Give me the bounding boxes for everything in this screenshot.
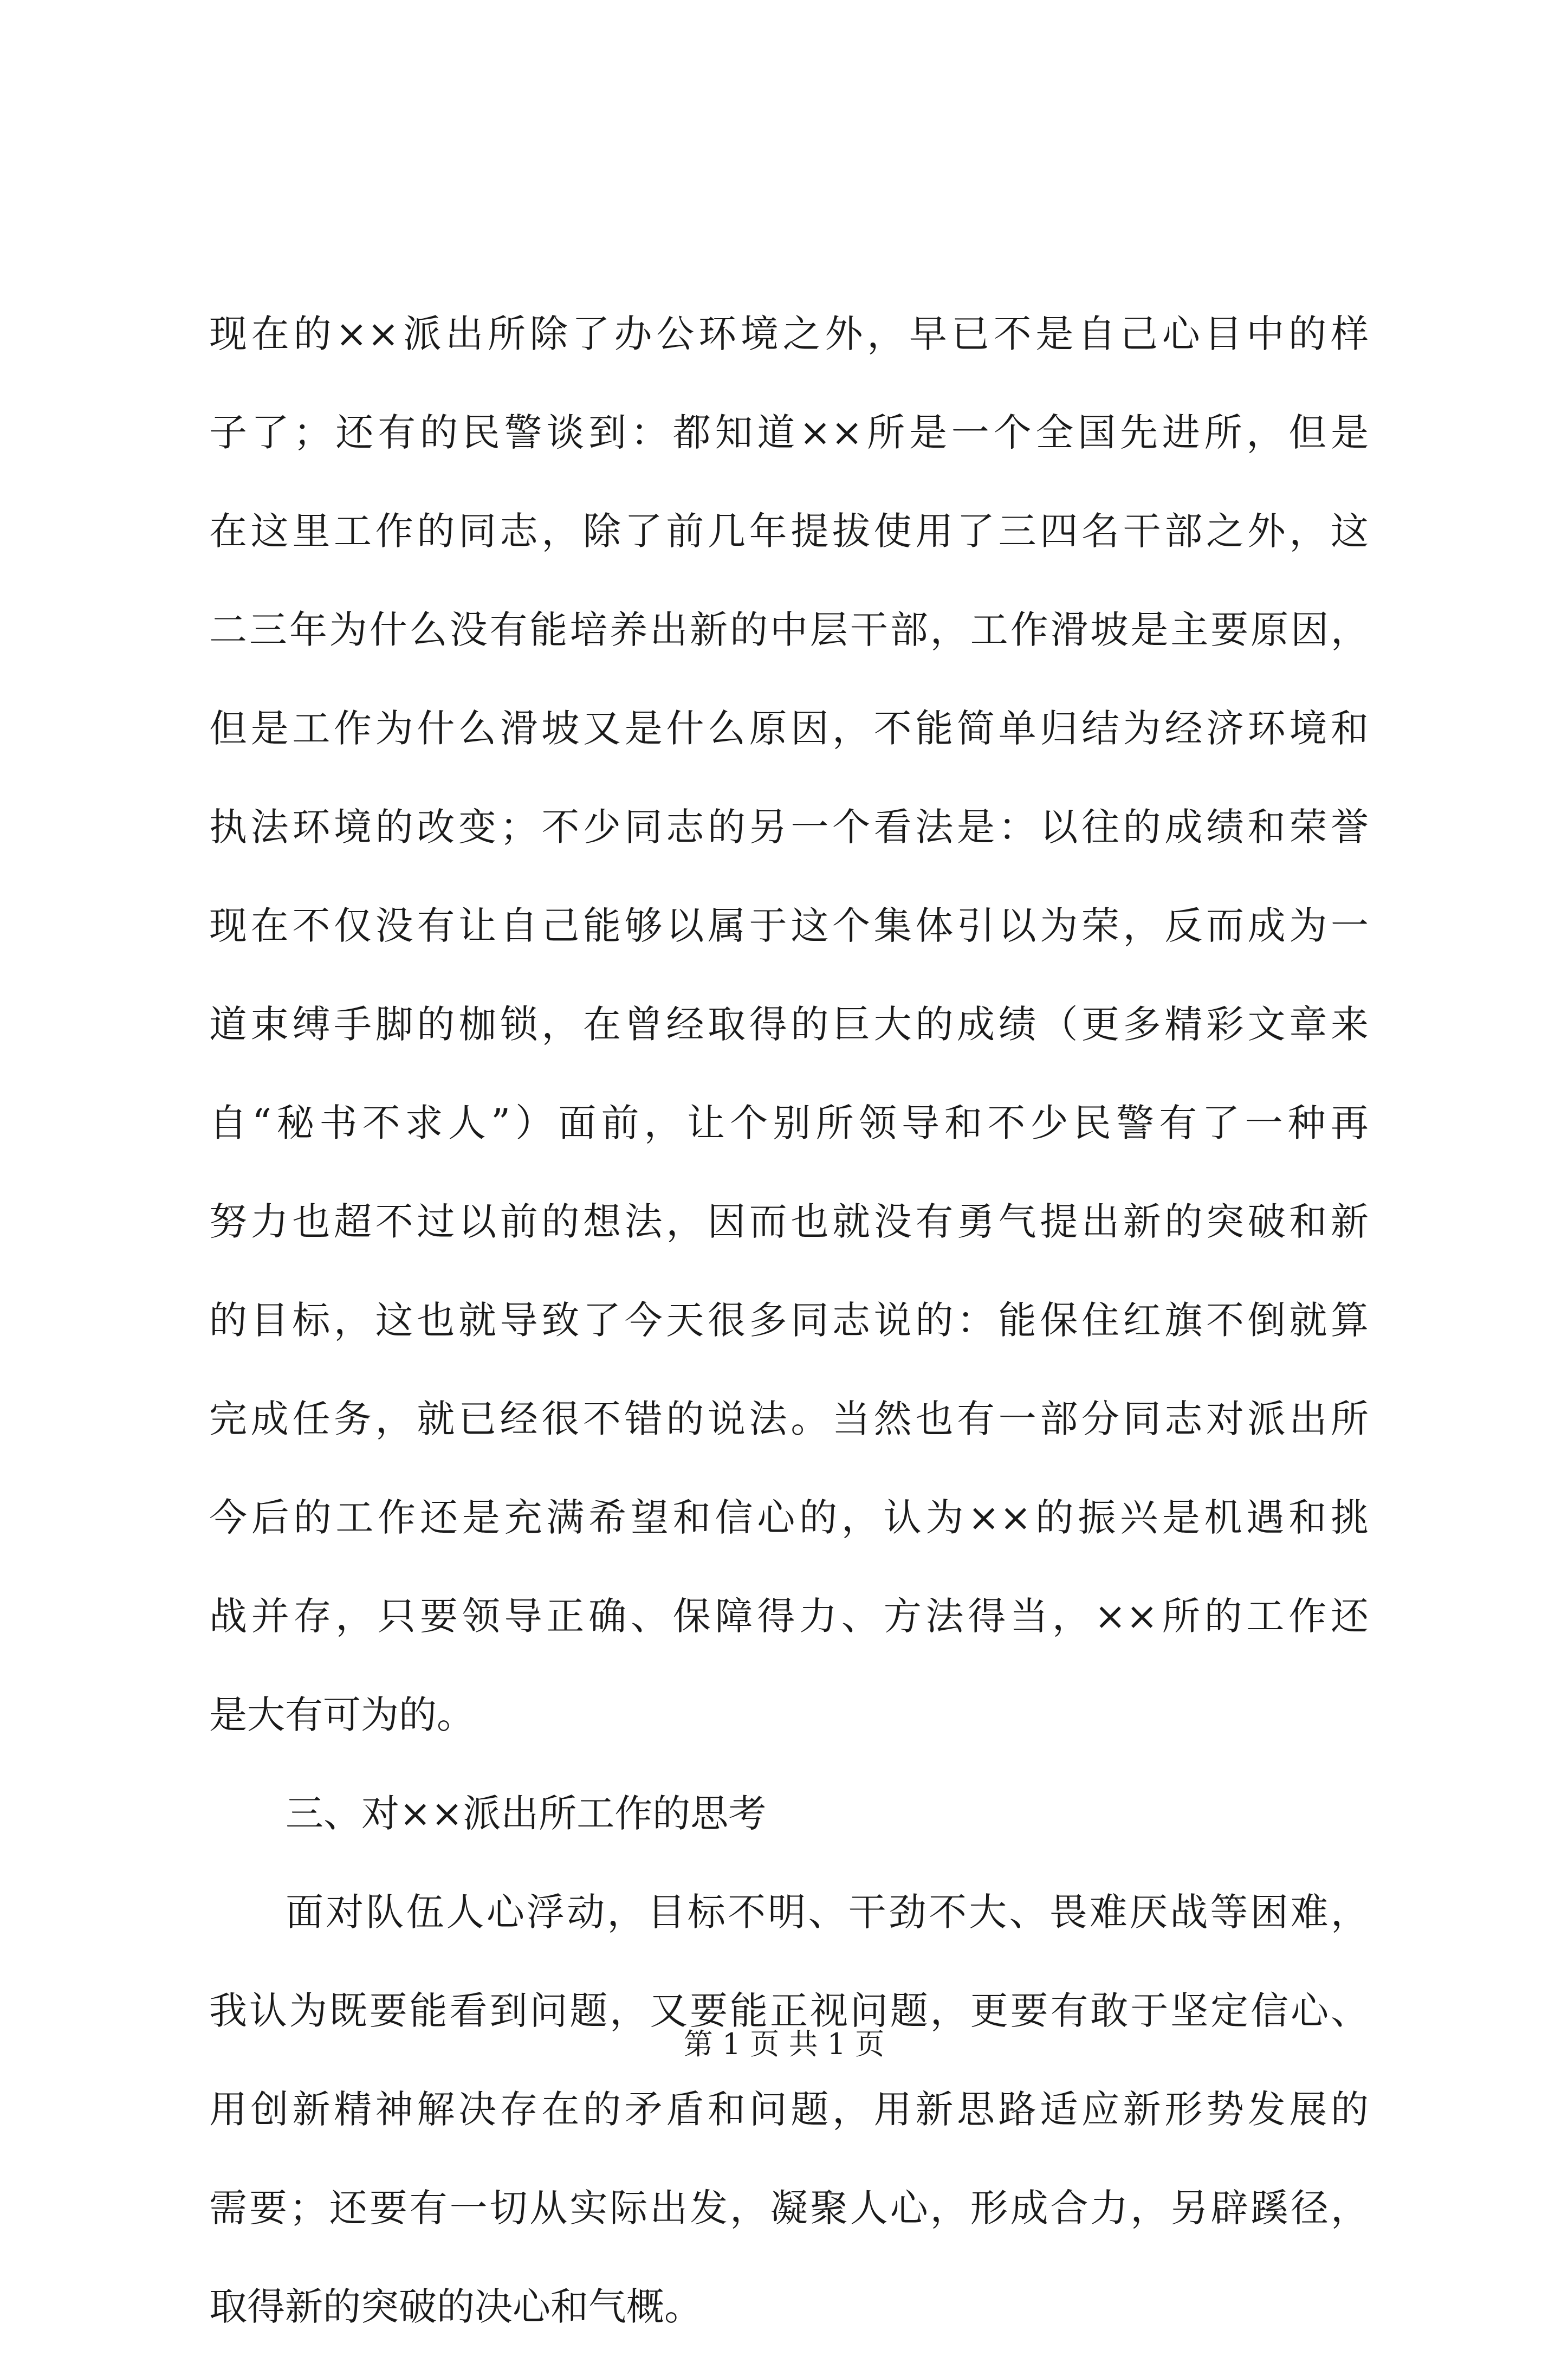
body-line-8: 道束缚手脚的枷锁，在曾经取得的巨大的成绩（更多精彩文章来 bbox=[209, 1002, 1369, 1047]
body-line-14: 战并存，只要领导正确、保障得力、方法得当，××所的工作还 bbox=[209, 1594, 1369, 1638]
body-line-17: 面对队伍人心浮动，目标不明、干劲不大、畏难厌战等困难， bbox=[286, 1890, 1369, 1934]
page-footer: 第 1 页 共 1 页 bbox=[683, 2027, 885, 2061]
body-line-12: 完成任务，就已经很不错的说法。当然也有一部分同志对派出所 bbox=[209, 1397, 1369, 1441]
body-line-20: 需要；还要有一切从实际出发，凝聚人心，形成合力，另辟蹊径， bbox=[209, 2186, 1369, 2230]
body-line-7: 现在不仅没有让自己能够以属于这个集体引以为荣，反而成为一 bbox=[209, 903, 1369, 948]
body-line-5: 但是工作为什么滑坡又是什么原因，不能简单归结为经济环境和 bbox=[209, 706, 1369, 751]
body-line-6: 执法环境的改变；不少同志的另一个看法是：以往的成绩和荣誉 bbox=[209, 805, 1369, 849]
body-line-21: 取得新的突破的决心和气概。 bbox=[209, 2284, 702, 2329]
body-line-1: 现在的××派出所除了办公环境之外，早已不是自己心目中的样 bbox=[209, 312, 1369, 356]
body-line-3: 在这里工作的同志，除了前几年提拔使用了三四名干部之外，这 bbox=[209, 509, 1369, 553]
body-line-13: 今后的工作还是充满希望和信心的，认为××的振兴是机遇和挑 bbox=[209, 1495, 1369, 1540]
body-line-4: 二三年为什么没有能培养出新的中层干部，工作滑坡是主要原因， bbox=[209, 608, 1369, 652]
body-line-19: 用创新精神解决存在的矛盾和问题，用新思路适应新形势发展的 bbox=[209, 2087, 1369, 2132]
body-line-2: 子了；还有的民警谈到：都知道××所是一个全国先进所，但是 bbox=[209, 410, 1369, 455]
body-line-15: 是大有可为的。 bbox=[209, 1693, 475, 1737]
body-line-11: 的目标，这也就导致了今天很多同志说的：能保住红旗不倒就算 bbox=[209, 1298, 1369, 1342]
body-line-9: 自“秘书不求人”）面前，让个别所领导和不少民警有了一种再 bbox=[209, 1101, 1369, 1145]
section-heading: 三、对××派出所工作的思考 bbox=[286, 1791, 767, 1836]
body-line-18: 我认为既要能看到问题，又要能正视问题，更要有敢于坚定信心、 bbox=[209, 1989, 1369, 2033]
body-line-10: 努力也超不过以前的想法，因而也就没有勇气提出新的突破和新 bbox=[209, 1199, 1369, 1244]
